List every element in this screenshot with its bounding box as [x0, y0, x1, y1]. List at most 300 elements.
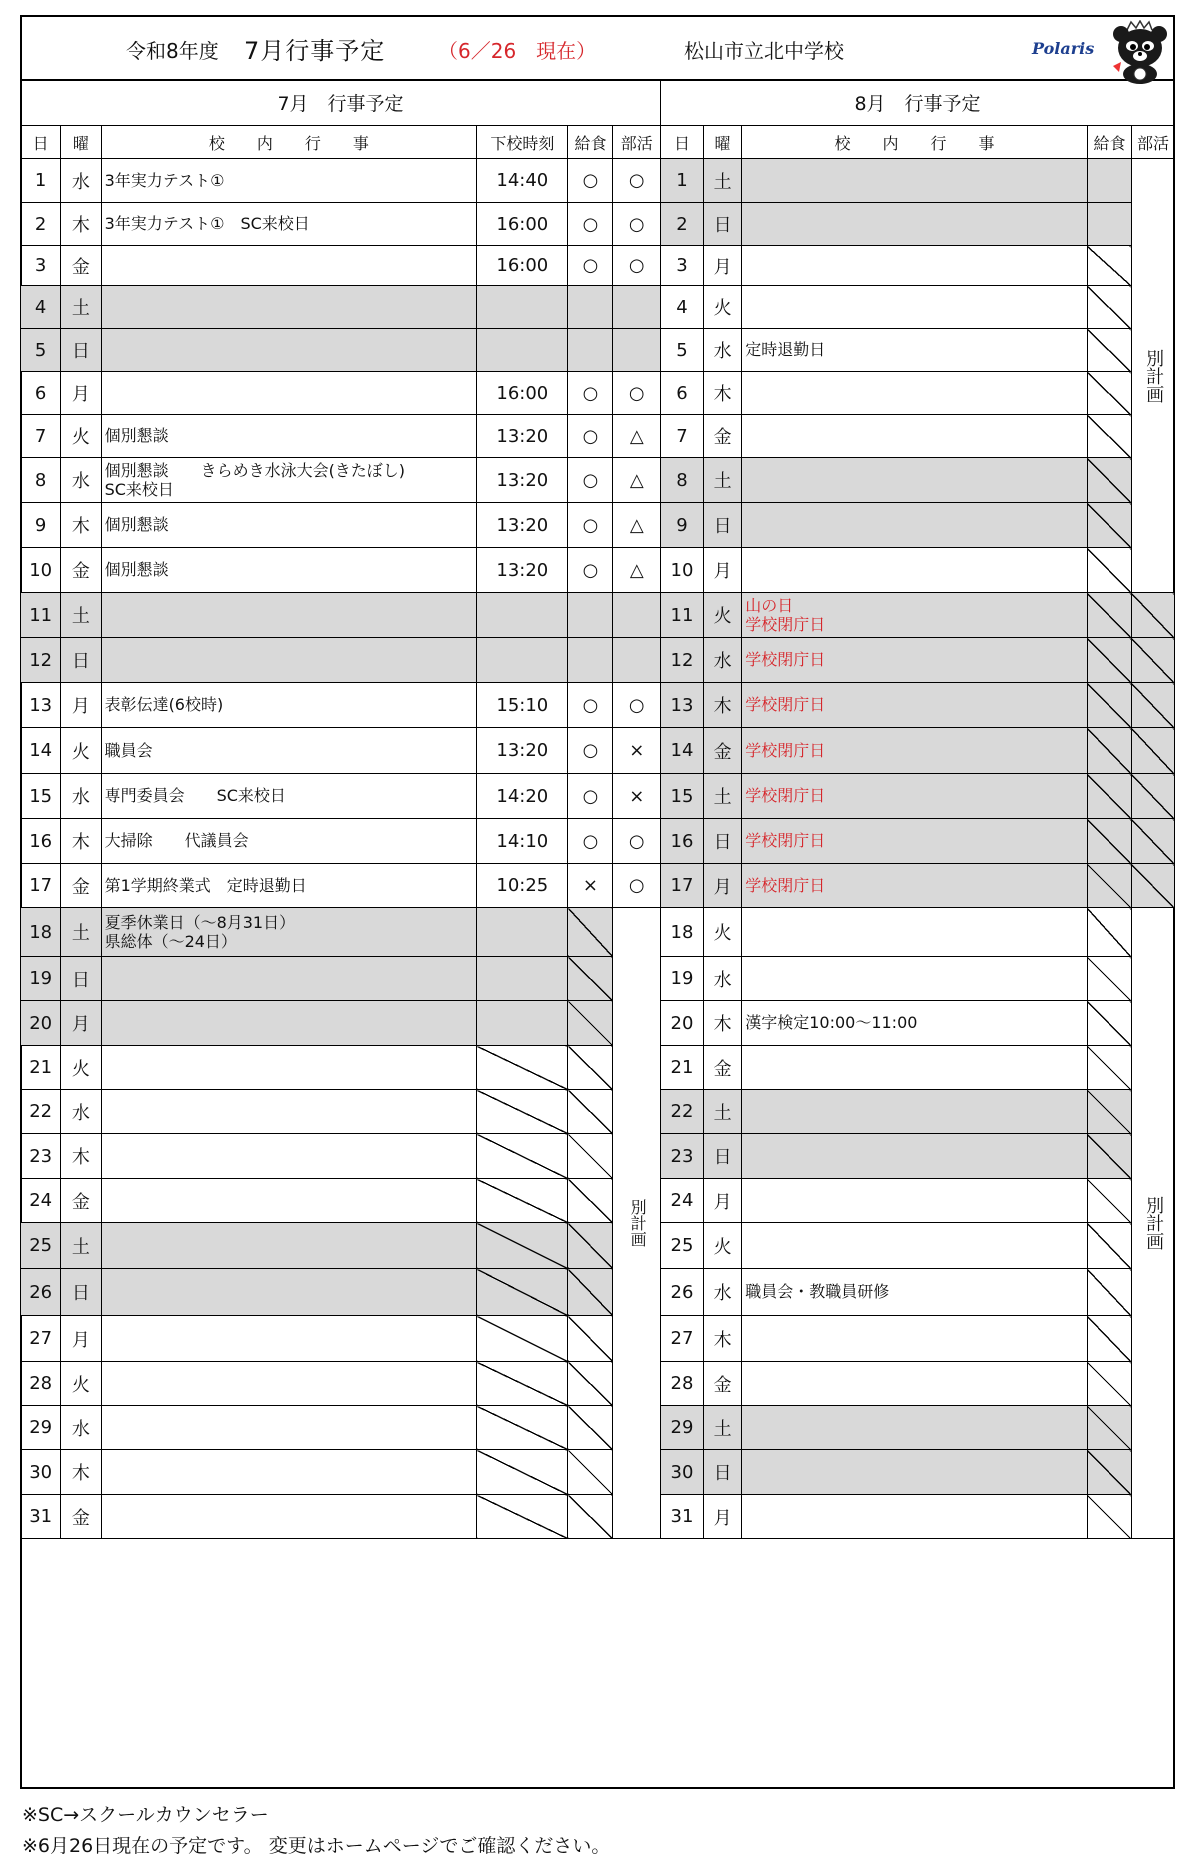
dismissal-time: [477, 1223, 568, 1269]
lunch-mark: ○: [568, 246, 613, 286]
weekday: 金: [703, 1362, 741, 1406]
event-text: 漢字検定10:00～11:00: [745, 1013, 918, 1033]
weekday: 金: [61, 864, 101, 908]
lunch-mark: [1087, 683, 1131, 728]
july-row: [21, 1223, 661, 1269]
weekday: 木: [61, 819, 101, 864]
club-mark: ○: [613, 246, 661, 286]
day-number: 28: [21, 1362, 61, 1406]
club-mark: [613, 638, 661, 683]
event-cell: [101, 908, 477, 957]
weekday: 火: [61, 1046, 101, 1090]
weekday: 木: [61, 203, 101, 246]
event-text-line2: 学校閉庁日: [745, 615, 826, 634]
event-cell: [742, 203, 1088, 246]
event-text: 学校閉庁日: [745, 650, 826, 670]
event-cell: [101, 1495, 477, 1539]
day-number: 14: [21, 728, 61, 774]
august-row: [661, 415, 1175, 458]
lunch-mark: [568, 1134, 613, 1179]
weekday: 火: [61, 728, 101, 774]
event-cell: [101, 1223, 477, 1269]
day-number: 12: [661, 638, 704, 683]
dismissal-time: [477, 1090, 568, 1134]
event-cell: [742, 1134, 1088, 1179]
day-number: 20: [661, 1001, 704, 1046]
july-row: [21, 1046, 661, 1090]
club-block: [1131, 908, 1174, 1539]
club-mark: [613, 593, 661, 638]
event-cell: [101, 1046, 477, 1090]
club-mark: ○: [613, 683, 661, 728]
event-cell: [742, 458, 1088, 503]
event-text: 個別懇談 きらめき水泳大会(きたぼし): [104, 460, 406, 480]
event-text: 職員会: [104, 740, 153, 760]
weekday: 水: [61, 1406, 101, 1450]
weekday: 日: [703, 203, 741, 246]
club-block: [1131, 159, 1174, 593]
club-block: [613, 908, 661, 1539]
dismissal-time: [477, 1316, 568, 1362]
event-cell: [101, 372, 477, 415]
lunch-mark: [568, 329, 613, 372]
august-row: [661, 638, 1175, 683]
dismissal-time: [477, 1179, 568, 1223]
event-cell: [101, 1362, 477, 1406]
lunch-mark: [1087, 203, 1131, 246]
club-mark: ○: [613, 819, 661, 864]
august-row: [661, 774, 1175, 819]
event-cell: [742, 1450, 1088, 1495]
august-row: [661, 1223, 1175, 1269]
july-row: [21, 503, 661, 548]
lunch-mark: [1087, 1450, 1131, 1495]
august-row: [661, 1090, 1175, 1134]
dismissal-time: [477, 286, 568, 329]
lunch-mark: [1087, 1495, 1131, 1539]
event-cell: [742, 1269, 1088, 1316]
lunch-mark: [568, 1406, 613, 1450]
august-row: [661, 503, 1175, 548]
lunch-mark: [1087, 864, 1131, 908]
event-cell: [101, 1134, 477, 1179]
event-cell: [101, 683, 477, 728]
day-number: 22: [661, 1090, 704, 1134]
event-cell: [101, 638, 477, 683]
lunch-mark: ○: [568, 774, 613, 819]
weekday: 土: [703, 458, 741, 503]
july-row: [21, 458, 661, 503]
weekday: 日: [61, 957, 101, 1001]
day-number: 13: [21, 683, 61, 728]
lunch-mark: [1087, 503, 1131, 548]
lunch-mark: [568, 908, 613, 957]
lunch-mark: [1087, 1179, 1131, 1223]
event-cell: [742, 819, 1088, 864]
july-header: 7月 行事予定: [21, 79, 661, 126]
august-row: [661, 372, 1175, 415]
event-text: 3年実力テスト① SC来校日: [104, 214, 310, 234]
club-mark: ×: [613, 728, 661, 774]
day-number: 2: [661, 203, 704, 246]
event-cell: [101, 1406, 477, 1450]
event-cell: [101, 548, 477, 593]
event-text: 学校閉庁日: [745, 875, 826, 895]
dismissal-time: 13:20: [477, 458, 568, 503]
august-row: [661, 1134, 1175, 1179]
august-row: [661, 548, 1175, 593]
polaris-logo: Polaris: [1032, 39, 1095, 58]
day-number: 5: [21, 329, 61, 372]
july-row: [21, 593, 661, 638]
august-header-row: [661, 79, 1175, 126]
weekday: 金: [61, 1495, 101, 1539]
event-cell: [742, 728, 1088, 774]
day-number: 2: [21, 203, 61, 246]
event-cell: [742, 159, 1088, 203]
lunch-mark: [1087, 774, 1131, 819]
dismissal-time: [477, 1406, 568, 1450]
day-number: 10: [661, 548, 704, 593]
col-lunch: 給食: [568, 126, 613, 159]
july-row: [21, 159, 661, 203]
day-number: 3: [661, 246, 704, 286]
july-row: [21, 286, 661, 329]
event-text: 第1学期終業式 定時退勤日: [104, 875, 307, 895]
august-row: [661, 1269, 1175, 1316]
event-cell: [742, 372, 1088, 415]
july-row: [21, 683, 661, 728]
dismissal-time: 14:20: [477, 774, 568, 819]
dismissal-time: [477, 329, 568, 372]
august-header: 8月 行事予定: [661, 79, 1175, 126]
day-number: 6: [661, 372, 704, 415]
event-cell: [101, 864, 477, 908]
day-number: 20: [21, 1001, 61, 1046]
day-number: 30: [661, 1450, 704, 1495]
day-number: 14: [661, 728, 704, 774]
event-cell: [742, 683, 1088, 728]
lunch-mark: [1087, 159, 1131, 203]
event-cell: [742, 908, 1088, 957]
lunch-mark: [568, 1362, 613, 1406]
july-row: [21, 329, 661, 372]
col-club: 部活: [613, 126, 661, 159]
day-number: 23: [661, 1134, 704, 1179]
footnote-schedule: ※6月26日現在の予定です。 変更はホームページでご確認ください。: [22, 1835, 611, 1857]
august-row: [661, 683, 1175, 728]
day-number: 21: [661, 1046, 704, 1090]
club-mark: [613, 286, 661, 329]
event-cell: [101, 458, 477, 503]
day-number: 17: [21, 864, 61, 908]
weekday: 金: [703, 1046, 741, 1090]
dismissal-time: 13:20: [477, 503, 568, 548]
lunch-mark: [1087, 1090, 1131, 1134]
lunch-mark: [568, 1090, 613, 1134]
weekday: 土: [61, 908, 101, 957]
club-mark: ○: [613, 159, 661, 203]
weekday: 火: [703, 286, 741, 329]
weekday: 月: [703, 1179, 741, 1223]
lunch-mark: [568, 286, 613, 329]
august-row: [661, 458, 1175, 503]
day-number: 25: [661, 1223, 704, 1269]
club-mark: △: [613, 458, 661, 503]
august-row: [661, 819, 1175, 864]
weekday: 土: [703, 1406, 741, 1450]
dismissal-time: 13:20: [477, 548, 568, 593]
dismissal-time: [477, 1001, 568, 1046]
weekday: 金: [61, 1179, 101, 1223]
day-number: 16: [661, 819, 704, 864]
weekday: 日: [61, 329, 101, 372]
day-number: 12: [21, 638, 61, 683]
weekday: 木: [61, 503, 101, 548]
weekday: 木: [703, 1316, 741, 1362]
dismissal-time: [477, 638, 568, 683]
event-cell: [101, 246, 477, 286]
event-text: 山の日: [745, 595, 794, 615]
event-cell: [101, 1001, 477, 1046]
day-number: 4: [21, 286, 61, 329]
july-row: [21, 908, 661, 957]
event-text: 3年実力テスト①: [104, 170, 225, 190]
august-row: [661, 159, 1175, 203]
day-number: 1: [661, 159, 704, 203]
day-number: 8: [661, 458, 704, 503]
event-cell: [101, 819, 477, 864]
lunch-mark: [1087, 638, 1131, 683]
day-number: 1: [21, 159, 61, 203]
august-row: [661, 1495, 1175, 1539]
school-name: 松山市立北中学校: [684, 39, 844, 63]
weekday: 日: [703, 1450, 741, 1495]
august-row: [661, 1179, 1175, 1223]
lunch-mark: [1087, 1223, 1131, 1269]
club-mark: [1131, 819, 1174, 864]
july-row: [21, 415, 661, 458]
august-row: [661, 593, 1175, 638]
dismissal-time: [477, 1134, 568, 1179]
day-number: 5: [661, 329, 704, 372]
day-number: 4: [661, 286, 704, 329]
col-dismissal-time: 下校時刻: [477, 126, 568, 159]
july-row: [21, 957, 661, 1001]
weekday: 日: [703, 819, 741, 864]
lunch-mark: ○: [568, 503, 613, 548]
weekday: 月: [61, 372, 101, 415]
event-cell: [101, 957, 477, 1001]
event-cell: [742, 1179, 1088, 1223]
august-row: [661, 728, 1175, 774]
july-row: [21, 1495, 661, 1539]
july-row: [21, 1450, 661, 1495]
weekday: 火: [703, 908, 741, 957]
weekday: 水: [61, 774, 101, 819]
event-text: 学校閉庁日: [745, 831, 826, 851]
weekday: 水: [61, 1090, 101, 1134]
event-cell: [742, 1223, 1088, 1269]
event-cell: [742, 415, 1088, 458]
dismissal-time: 14:40: [477, 159, 568, 203]
event-text: 個別懇談: [104, 515, 169, 535]
day-number: 21: [21, 1046, 61, 1090]
event-cell: [101, 1179, 477, 1223]
club-mark: [1131, 728, 1174, 774]
day-number: 30: [21, 1450, 61, 1495]
august-column-headers: [661, 126, 1175, 159]
club-mark: [1131, 638, 1174, 683]
club-mark: [1131, 683, 1174, 728]
event-cell: [101, 1316, 477, 1362]
lunch-mark: [1087, 1269, 1131, 1316]
event-cell: [101, 1090, 477, 1134]
lunch-mark: [1087, 329, 1131, 372]
july-row: [21, 203, 661, 246]
event-text: 個別懇談: [104, 426, 169, 446]
event-cell: [742, 593, 1088, 638]
lunch-mark: [568, 1495, 613, 1539]
weekday: 土: [703, 774, 741, 819]
july-row: [21, 1090, 661, 1134]
weekday: 水: [703, 329, 741, 372]
weekday: 水: [703, 957, 741, 1001]
lunch-mark: [1087, 1134, 1131, 1179]
lunch-mark: [568, 1316, 613, 1362]
august-row: [661, 1001, 1175, 1046]
august-row: [661, 1046, 1175, 1090]
day-number: 3: [21, 246, 61, 286]
lunch-mark: ○: [568, 458, 613, 503]
event-text: 学校閉庁日: [745, 695, 826, 715]
weekday: 月: [703, 864, 741, 908]
day-number: 23: [21, 1134, 61, 1179]
col-weekday: 曜: [703, 126, 741, 159]
event-text: 定時退勤日: [745, 340, 826, 360]
event-cell: [742, 246, 1088, 286]
club-note-text: 別計画: [1143, 348, 1165, 403]
day-number: 31: [661, 1495, 704, 1539]
event-cell: [101, 1269, 477, 1316]
weekday: 木: [61, 1450, 101, 1495]
event-cell: [742, 1495, 1088, 1539]
august-schedule-table: [660, 79, 1175, 1539]
event-cell: [742, 864, 1088, 908]
event-text: 夏季休業日（～8月31日）: [104, 912, 296, 932]
weekday: 土: [703, 159, 741, 203]
weekday: 金: [703, 415, 741, 458]
july-row: [21, 1179, 661, 1223]
day-number: 7: [21, 415, 61, 458]
event-cell: [742, 286, 1088, 329]
club-note-text: 別計画: [628, 1199, 648, 1247]
day-number: 25: [21, 1223, 61, 1269]
event-text-line2: SC来校日: [104, 480, 174, 499]
day-number: 19: [661, 957, 704, 1001]
july-row: [21, 548, 661, 593]
lunch-mark: [1087, 1046, 1131, 1090]
day-number: 29: [661, 1406, 704, 1450]
july-row: [21, 638, 661, 683]
july-row: [21, 246, 661, 286]
dismissal-time: [477, 908, 568, 957]
col-club: 部活: [1131, 126, 1174, 159]
event-cell: [101, 203, 477, 246]
col-weekday: 曜: [61, 126, 101, 159]
lunch-mark: [1087, 415, 1131, 458]
club-mark: [1131, 864, 1174, 908]
event-text: 学校閉庁日: [745, 740, 826, 760]
weekday: 月: [703, 548, 741, 593]
col-lunch: 給食: [1087, 126, 1131, 159]
august-row: [661, 203, 1175, 246]
event-cell: [742, 1090, 1088, 1134]
weekday: 日: [703, 1134, 741, 1179]
club-mark: ○: [613, 203, 661, 246]
day-number: 6: [21, 372, 61, 415]
august-row: [661, 957, 1175, 1001]
day-number: 16: [21, 819, 61, 864]
club-mark: △: [613, 548, 661, 593]
weekday: 月: [703, 1495, 741, 1539]
day-number: 26: [21, 1269, 61, 1316]
page-title: 7月行事予定: [244, 37, 386, 65]
dismissal-time: [477, 957, 568, 1001]
july-schedule-table: [20, 79, 661, 1539]
club-mark: [1131, 593, 1174, 638]
july-header-row: [21, 79, 661, 126]
lunch-mark: [1087, 593, 1131, 638]
weekday: 土: [61, 1223, 101, 1269]
day-number: 27: [661, 1316, 704, 1362]
event-cell: [742, 1316, 1088, 1362]
day-number: 24: [661, 1179, 704, 1223]
lunch-mark: [568, 1450, 613, 1495]
july-row: [21, 1269, 661, 1316]
footnote-sc: ※SC→スクールカウンセラー: [22, 1804, 269, 1826]
lunch-mark: [568, 1223, 613, 1269]
weekday: 月: [703, 246, 741, 286]
event-cell: [742, 774, 1088, 819]
club-note-text: 別計画: [1143, 1196, 1165, 1250]
july-row: [21, 864, 661, 908]
day-number: 8: [21, 458, 61, 503]
event-cell: [101, 728, 477, 774]
lunch-mark: ○: [568, 683, 613, 728]
lunch-mark: [1087, 1001, 1131, 1046]
august-row: [661, 1450, 1175, 1495]
weekday: 火: [703, 593, 741, 638]
weekday: 木: [703, 1001, 741, 1046]
event-cell: [742, 1046, 1088, 1090]
july-row: [21, 1362, 661, 1406]
weekday: 木: [703, 372, 741, 415]
august-row: [661, 246, 1175, 286]
event-cell: [101, 415, 477, 458]
event-cell: [101, 329, 477, 372]
day-number: 26: [661, 1269, 704, 1316]
august-row: [661, 1406, 1175, 1450]
dismissal-time: 16:00: [477, 372, 568, 415]
dismissal-time: 16:00: [477, 246, 568, 286]
july-row: [21, 1316, 661, 1362]
day-number: 15: [21, 774, 61, 819]
lunch-mark: ○: [568, 819, 613, 864]
dismissal-time: [477, 593, 568, 638]
weekday: 水: [703, 638, 741, 683]
day-number: 13: [661, 683, 704, 728]
